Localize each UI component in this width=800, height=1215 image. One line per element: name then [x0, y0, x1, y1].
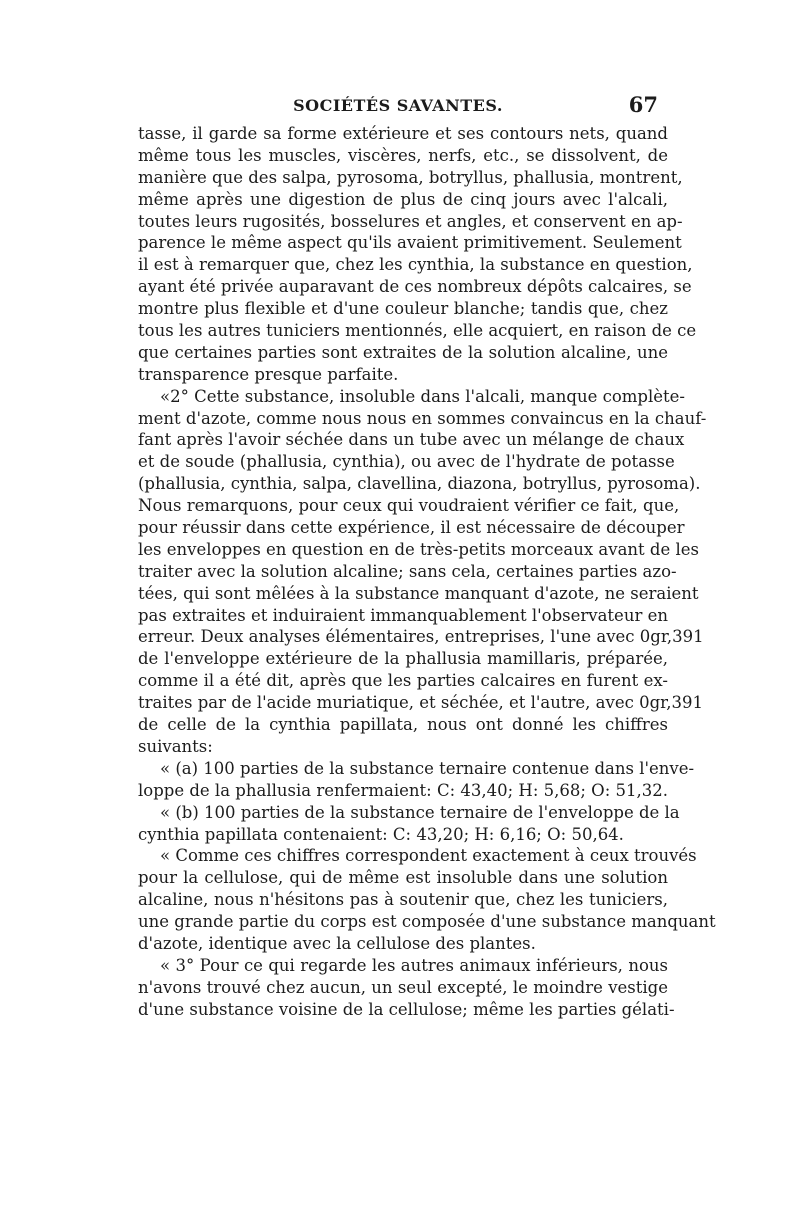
text-line: de l'enveloppe extérieure de la phallusia mamillaris, préparée, — [138, 649, 668, 669]
text-line: traiter avec la solution alcaline; sans cela, certaines parties azo- — [138, 561, 677, 581]
text-line: fant après l'avoir séchée dans un tube avec un mélange de chaux — [138, 430, 685, 450]
text-line: montre plus flexible et d'une couleur blanche; tandis que, chez — [138, 299, 668, 319]
text-line: même tous les muscles, viscères, nerfs, etc., se dissolvent, de — [138, 145, 668, 165]
text-line: d'azote, identique avec la cellulose des plantes. — [138, 933, 536, 953]
text-line: de celle de la cynthia papillata, nous ont donné les chiffres — [138, 715, 668, 735]
text-line: toutes leurs rugosités, bosselures et angles, et conservent en ap- — [138, 211, 683, 231]
text-line: tées, qui sont mêlées à la substance manquant d'azote, ne seraient — [138, 583, 699, 603]
text-line: pour réussir dans cette expérience, il est nécessaire de découper — [138, 518, 685, 538]
body-text — [138, 123, 716, 1021]
text-line: il est à remarquer que, chez les cynthia, la substance en question, — [138, 255, 693, 275]
text-line: même après une digestion de plus de cinq jours avec l'alcali, — [138, 189, 668, 209]
text-line: (phallusia, cynthia, salpa, clavellina, diazona, botryllus, pyrosoma). — [138, 474, 701, 494]
text-line: d'une substance voisine de la cellulose; même les parties gélati- — [138, 999, 675, 1019]
text-line: ment d'azote, comme nous nous en sommes convaincus en la chauf- — [138, 408, 707, 428]
text-line: Nous remarquons, pour ceux qui voudraient vérifier ce fait, que, — [138, 496, 680, 516]
text-line: pour la cellulose, qui de même est insoluble dans une solution — [138, 868, 668, 888]
page-header — [138, 92, 658, 126]
text-line: «2° Cette substance, insoluble dans l'alcali, manque complète- — [160, 386, 686, 406]
page-number: 67 — [628, 92, 658, 117]
text-line: traites par de l'acide muriatique, et séchée, et l'autre, avec 0gr,391 — [138, 693, 703, 713]
text-line: parence le même aspect qu'ils avaient primitivement. Seulement — [138, 233, 682, 253]
text-line: transparence presque parfaite. — [138, 364, 399, 384]
running-head: SOCIÉTÉS SAVANTES. — [293, 96, 503, 115]
text-line: une grande partie du corps est composée d'une substance manquant — [138, 912, 716, 932]
text-line: et de soude (phallusia, cynthia), ou avec de l'hydrate de potasse — [138, 452, 675, 472]
text-line: que certaines parties sont extraites de la solution alcaline, une — [138, 342, 668, 362]
text-line: cynthia papillata contenaient: C: 43,20; H: 6,16; O: 50,64. — [138, 824, 624, 844]
text-line: suivants: — [138, 736, 213, 756]
text-line: alcaline, nous n'hésitons pas à soutenir que, chez les tuniciers, — [138, 890, 668, 910]
text-line: les enveloppes en question en de très-petits morceaux avant de les — [138, 539, 699, 559]
text-line: tous les autres tuniciers mentionnés, elle acquiert, en raison de ce — [138, 321, 697, 341]
text-line: ayant été privée auparavant de ces nombreux dépôts calcaires, se — [138, 277, 692, 297]
text-line: manière que des salpa, pyrosoma, botryllus, phallusia, montrent, — [138, 167, 683, 187]
text-line: « (a) 100 parties de la substance ternaire contenue dans l'enve- — [160, 758, 695, 778]
text-line: erreur. Deux analyses élémentaires, entreprises, l'une avec 0gr,391 — [138, 627, 704, 647]
text-line: pas extraites et induiraient immanquablement l'observateur en — [138, 605, 668, 625]
text-line: loppe de la phallusia renfermaient: C: 43,40; H: 5,68; O: 51,32. — [138, 780, 668, 800]
text-line: « Comme ces chiffres correspondent exactement à ceux trouvés — [160, 846, 697, 866]
text-line: comme il a été dit, après que les parties calcaires en furent ex- — [138, 671, 668, 691]
text-line: « 3° Pour ce qui regarde les autres animaux inférieurs, nous — [160, 955, 668, 975]
text-line: tasse, il garde sa forme extérieure et ses contours nets, quand — [138, 124, 668, 143]
text-line: n'avons trouvé chez aucun, un seul excepté, le moindre vestige — [138, 977, 668, 997]
text-line: « (b) 100 parties de la substance ternaire de l'enveloppe de la — [160, 802, 680, 822]
